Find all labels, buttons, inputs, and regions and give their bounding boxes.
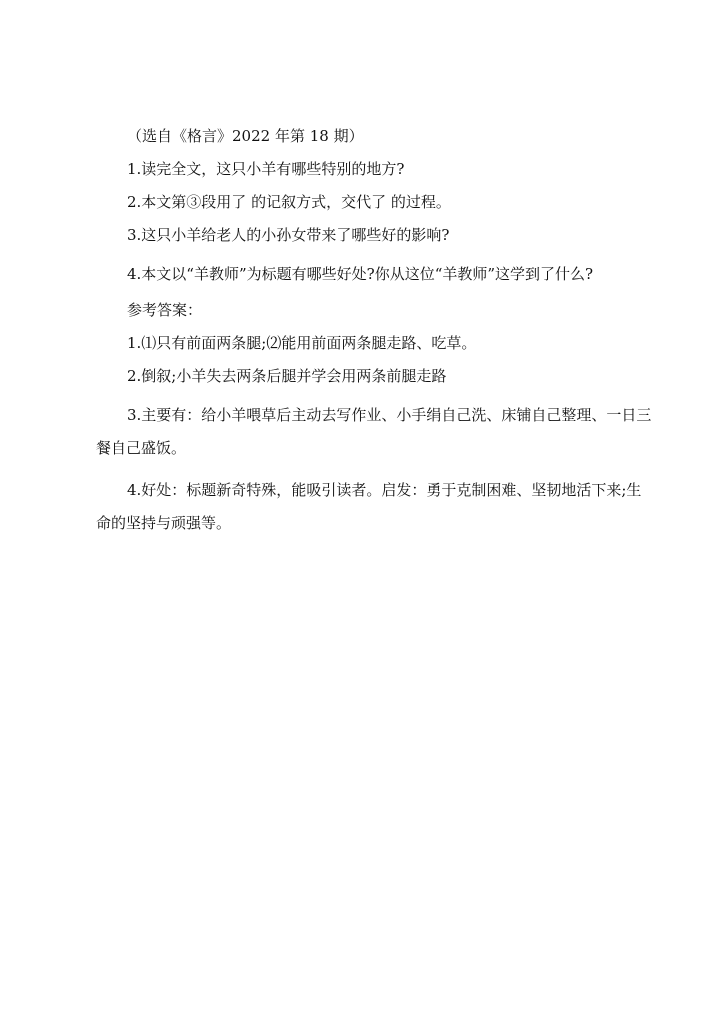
- document-page: [96, 126, 656, 544]
- answer-1: 1.⑴只有前面两条腿;⑵能用前面两条腿走路、吃草。: [127, 334, 477, 352]
- question-3: 3.这只小羊给老人的小孙女带来了哪些好的影响?: [127, 226, 450, 244]
- answer-heading: 参考答案：: [127, 301, 203, 319]
- question-1: 1.读完全文，这只小羊有哪些特别的地方?: [127, 160, 405, 178]
- answer-4: 4.好处：标题新奇特殊，能吸引读者。启发：勇于克制困难、坚韧地活下来;生命的坚持与顽强等。: [96, 481, 642, 532]
- question-2: 2.本文第③段用了 的记叙方式，交代了 的过程。: [127, 193, 451, 211]
- answer-2: 2.倒叙;小羊失去两条后腿并学会用两条前腿走路: [127, 367, 447, 385]
- source-line: （选自《格言》2022 年第 18 期）: [127, 127, 364, 145]
- question-4: 4.本文以“羊教师”为标题有哪些好处?你从这位“羊教师”这学到了什么?: [127, 265, 594, 283]
- answer-3: 3.主要有：给小羊喂草后主动去写作业、小手绢自己洗、床铺自己整理、一日三餐自己盛饭。: [96, 406, 652, 457]
